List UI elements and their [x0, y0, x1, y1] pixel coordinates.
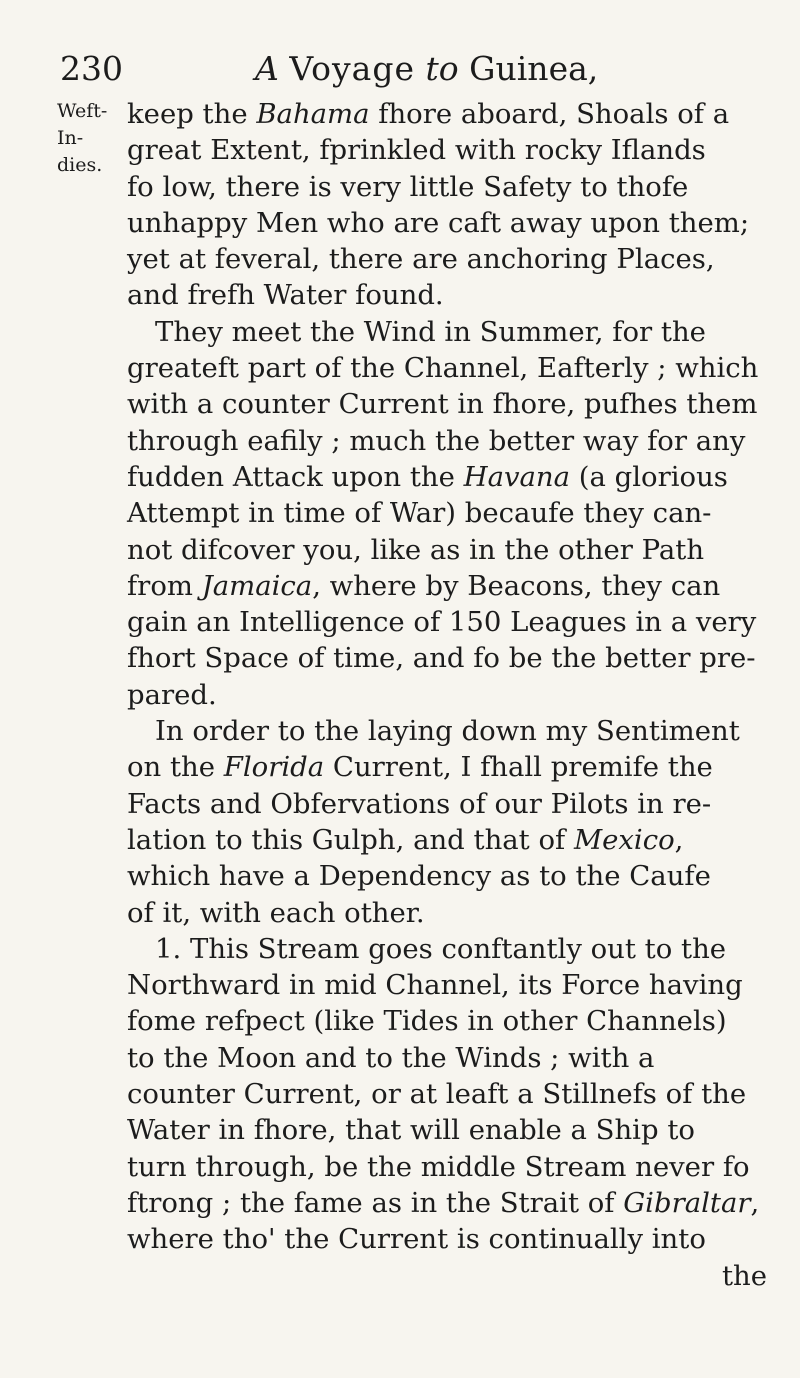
text-line	[127, 1112, 769, 1148]
text-run: with a counter Current in fhore, pufhes them	[127, 388, 758, 421]
text-line	[127, 423, 769, 459]
text-run: great Extent, fprinkled with rocky Iflands	[127, 134, 706, 167]
text-run: , where by Beacons, they can	[312, 569, 721, 602]
text-line	[127, 786, 769, 822]
text-run: turn through, be the middle Stream never fo	[127, 1150, 750, 1183]
title-prefix: A	[255, 49, 279, 88]
text-line	[127, 1076, 769, 1112]
text-line	[127, 314, 769, 350]
text-run: Attempt in time of War) becaufe they can-	[127, 497, 712, 530]
text-run: In order to the laying down my Sentiment	[155, 715, 740, 748]
text-run: and frefh Water found.	[127, 279, 444, 312]
text-line	[127, 1149, 769, 1185]
title-destination: Guinea,	[469, 49, 599, 88]
text-run: through eafily ; much the better way for any	[127, 424, 746, 457]
text-line	[127, 495, 769, 531]
text-run: ,	[750, 1186, 760, 1219]
text-run: not difcover you, like as in the other Path	[127, 533, 705, 566]
text-run: unhappy Men who are caft away upon them;	[127, 206, 750, 239]
text-run: (a glorious	[570, 460, 728, 493]
text-run: pared.	[127, 678, 217, 711]
catchword: the	[721, 1259, 767, 1292]
text-run: gain an Intelligence of 150 Leagues in a very	[127, 606, 757, 639]
text-line	[127, 604, 769, 640]
marginal-note-line: Weft-In-	[57, 100, 108, 149]
text-line	[127, 895, 769, 931]
text-line	[127, 169, 769, 205]
text-run: They meet the Wind in Summer, for the	[155, 315, 706, 348]
text-run: on the	[127, 751, 224, 784]
text-run: ftrong ; the fame as in the Strait of	[127, 1186, 624, 1219]
text-run: keep the	[127, 98, 257, 130]
text-line	[127, 350, 769, 386]
italic-run: Gibraltar	[623, 1186, 751, 1219]
text-line	[127, 205, 769, 241]
text-run: fo low, there is very little Safety to thofe	[127, 170, 689, 203]
text-run: Northward in mid Channel, its Force having	[127, 969, 743, 1002]
page-number: 230	[60, 49, 123, 88]
italic-run: Bahama	[256, 98, 370, 130]
running-header	[60, 38, 700, 100]
text-run: Current, I fhall premife the	[324, 751, 713, 784]
italic-run: Mexico	[573, 823, 675, 856]
text-run: fudden Attack upon the	[127, 460, 464, 493]
text-run: Facts and Obfervations of our Pilots in re-	[127, 787, 712, 820]
italic-run: Florida	[223, 751, 325, 784]
marginal-note-line: dies.	[57, 154, 103, 176]
title-main: Voyage	[289, 49, 415, 88]
text-run: lation to this Gulph, and that of	[127, 823, 574, 856]
text-line	[127, 677, 769, 713]
text-line	[127, 1040, 769, 1076]
text-run: to the Moon and to the Winds ; with a	[127, 1041, 655, 1074]
text-run: yet at feveral, there are anchoring Places,	[127, 243, 715, 276]
title-to: to	[425, 49, 459, 88]
text-run: from	[127, 569, 202, 602]
text-line	[127, 96, 769, 132]
text-line	[127, 822, 769, 858]
text-run: fhore aboard, Shoals of a	[369, 98, 730, 130]
italic-run: Havana	[463, 460, 571, 493]
text-line	[127, 640, 769, 676]
text-run: ,	[674, 823, 684, 856]
text-line	[127, 568, 769, 604]
running-title	[255, 38, 598, 100]
text-run: of it, with each other.	[127, 896, 425, 929]
text-run: counter Current, or at leaft a Stillnefs of the	[127, 1078, 747, 1111]
text-run: 1. This Stream goes conftantly out to the	[155, 932, 727, 965]
text-line	[127, 459, 769, 495]
text-line	[127, 532, 769, 568]
text-line	[127, 277, 769, 313]
text-line	[127, 132, 769, 168]
text-line	[127, 931, 769, 967]
text-line	[127, 1185, 769, 1221]
text-run: greateft part of the Channel, Eafterly ; which	[127, 352, 759, 385]
text-run: where tho' the Current is continually into	[127, 1223, 706, 1256]
text-line	[127, 967, 769, 1003]
text-run: which have a Dependency as to the Caufe	[127, 860, 711, 893]
text-run: fome refpect (like Tides in other Channels)	[127, 1005, 727, 1038]
marginal-note	[57, 98, 127, 179]
italic-run: Jamaica	[201, 569, 313, 602]
text-run: fhort Space of time, and fo be the better pre-	[127, 642, 756, 675]
body-text	[127, 96, 769, 1294]
text-line	[127, 713, 769, 749]
text-run: Water in fhore, that will enable a Ship to	[127, 1114, 695, 1147]
text-line	[127, 858, 769, 894]
text-line	[127, 241, 769, 277]
text-line	[127, 749, 769, 785]
text-line	[127, 1221, 769, 1257]
text-line	[127, 1003, 769, 1039]
text-line	[127, 386, 769, 422]
